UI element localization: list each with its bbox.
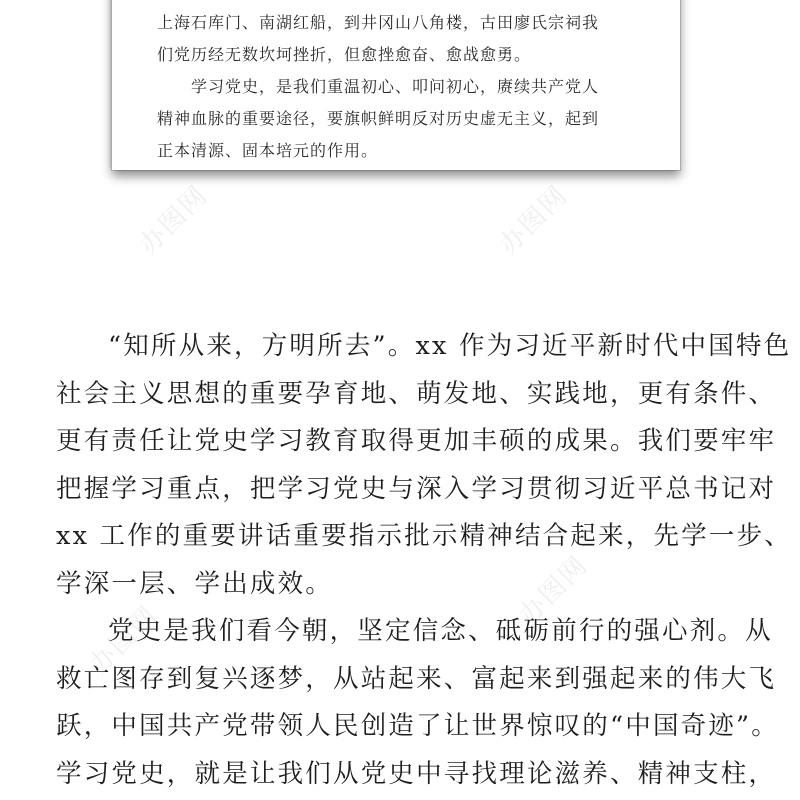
body-line: 社会主义思想的重要孕育地、萌发地、实践地，更有条件、 [56, 378, 777, 409]
watermark: 办图网 [83, 599, 165, 681]
card-line: 上海石库门、南湖红船，到井冈山八角楼，古田廖氏宗祠我 [157, 13, 600, 32]
body-line: xx 工作的重要讲话重要指示批示精神结合起来，先学一步、 [56, 521, 792, 551]
watermark: 办图网 [493, 179, 575, 261]
body-line: 跃，中国共产党带领人民创造了让世界惊叹的“中国奇迹”。 [56, 711, 779, 741]
article-body [56, 323, 792, 798]
card-line: 们党历经无数坎坷挫折，但愈挫愈奋、愈战愈勇。 [157, 45, 532, 64]
body-line: 党史是我们看今朝，坚定信念、砥砺前行的强心剂。从 [108, 616, 773, 646]
card-line: 学习党史，是我们重温初心、叩问初心，赓续共产党人 [191, 77, 600, 96]
card-line: 精神血脉的重要途径，要旗帜鲜明反对历史虚无主义，起到 [157, 109, 600, 128]
quote-card [112, 0, 680, 170]
body-line: 更有责任让党史学习教育取得更加丰硕的成果。我们要牢牢 [56, 426, 777, 456]
watermark: 办图网 [513, 549, 595, 631]
body-line: “知所从来，方明所去”。xx 作为习近平新时代中国特色 [108, 331, 792, 361]
watermark: 办图网 [133, 179, 215, 261]
body-line: 学深一层、学出成效。 [56, 568, 334, 599]
card-line: 正本清源、固本培元的作用。 [157, 141, 379, 160]
body-line: 救亡图存到复兴逐梦，从站起来、富起来到强起来的伟大飞 [56, 663, 777, 694]
body-line: 把握学习重点，把学习党史与深入学习贯彻习近平总书记对 [56, 473, 777, 504]
quote-card-text [157, 7, 637, 167]
body-line: 学习党史，就是让我们从党史中寻找理论滋养、精神支柱， [56, 758, 777, 789]
